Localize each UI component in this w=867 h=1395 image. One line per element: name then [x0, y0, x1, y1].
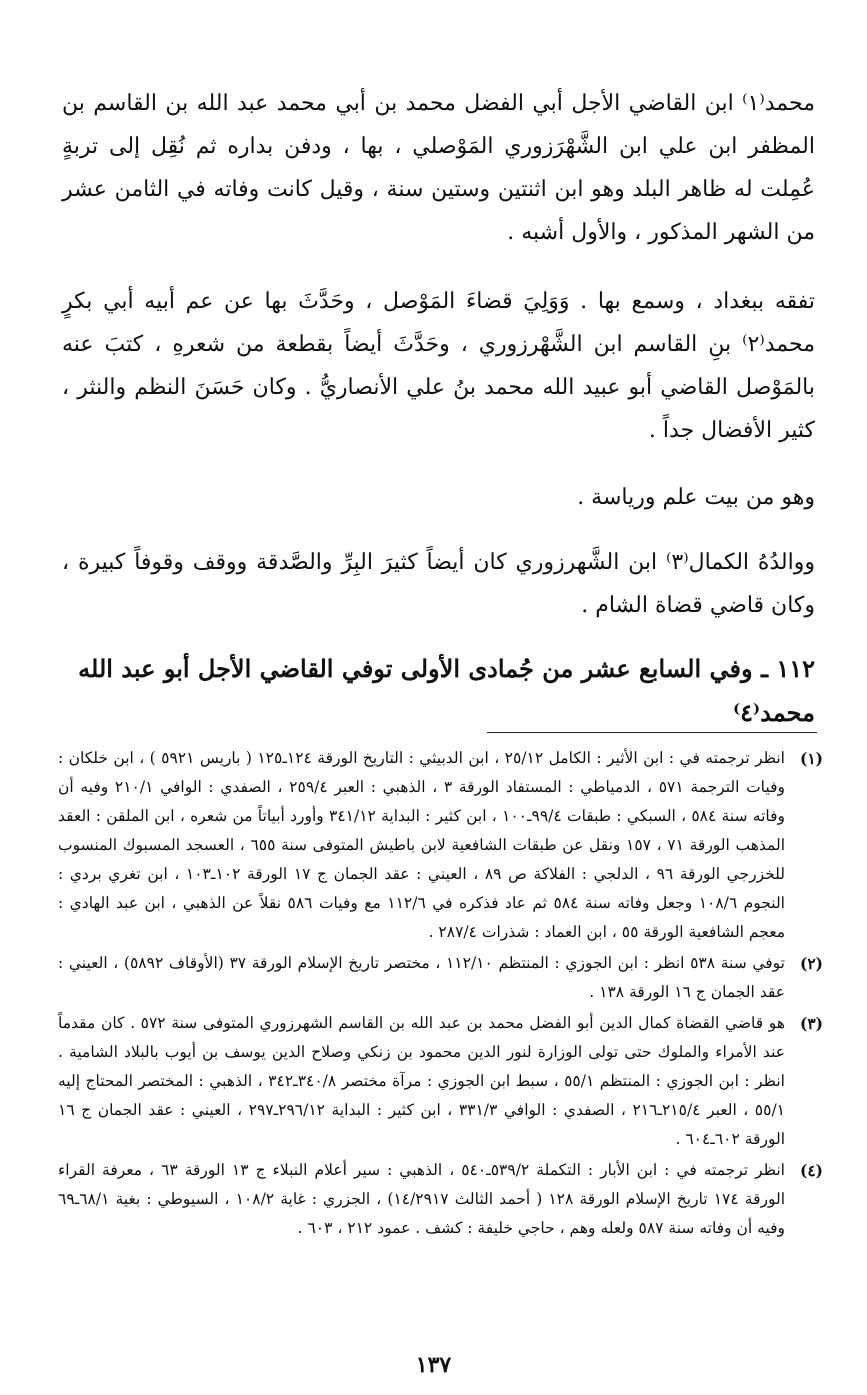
footnote-marker: (٤) [799, 1161, 823, 1180]
footnote-4 [58, 1156, 823, 1243]
footnote-marker: (٣) [799, 1014, 823, 1033]
footnote-text: انظر ترجمته في : ابن الأبار : التكملة ٥٣٩/٢ـ٥٤٠ ، الذهبي : سير أعلام النبلاء ج ١٣ الورقة ٦٣ ، معرفة القراء الورقة ١٧٤ تاريخ الإسلام الورقة ١٢٨ ( أحمد الثالث ١٤/٢٩١٧) ، الجزري : غاية ١٠٨/٢ ، السيوطي : بغية ٦٨/١ـ٦٩ وفيه أن وفاته سنة ٥٨٧ ولعله وهم ، حاجي خليفة : كشف . عمود ٢١٢ ، ٦٠٣ . [58, 1161, 786, 1237]
footnote-text: توفي سنة ٥٣٨ انظر : ابن الجوزي : المنتظم ١١٢/١٠ ، مختصر تاريخ الإسلام الورقة ٣٧ (الأوقاف ٥٨٩٢) ، العيني : عقد الجمان ج ١٦ الورقة ١٣٨ . [58, 954, 785, 1001]
footnotes [58, 744, 823, 1245]
footnote-text: هو قاضي القضاة كمال الدين أبو الفضل محمد بن عبد الله بن القاسم الشهرزوري المتوفى سنة ٥٧٢ . كان مقدماً عند الأمراء والملوك حتى تولى الوزارة لنور الدين محمود بن زنكي وصلاح الدين يوسف بن أيوب بالبلاد الشامية . انظر : ابن الجوزي : المنتظم ٥٥/١ ، سبط ابن الجوزي : مرآة مختصر ٣٤٠/٨ـ٣٤٢ ، الذهبي : المختصر المحتاج إليه ٥٥/١ ، العبر ٢١٥/٤ـ٢١٦ ، الصفدي : الوافي ٣٣١/٣ ، ابن كثير : البداية ٢٩٦/١٢ـ٢٩٧ ، العيني : عقد الجمان ج ١٦ الورقة ٦٠٢ـ٦٠٤ . [58, 1014, 785, 1148]
footnote-3 [58, 1009, 823, 1154]
paragraph-3: وهو من بيت علم ورياسة . [577, 485, 815, 510]
entry-heading: ١١٢ ـ وفي السابع عشر من جُمادى الأولى توفي القاضي الأجل أبو عبد الله محمد⁽٤⁾ [78, 654, 815, 727]
footnote-marker: (٢) [799, 954, 823, 973]
main-text [62, 82, 815, 735]
footnote-marker: (١) [799, 749, 823, 768]
footnote-2 [58, 949, 823, 1007]
paragraph-4: ووالدُهُ الكمال⁽٣⁾ ابن الشَّهرزوري كان أيضاً كثيرَ البِرِّ والصَّدقة ووقف وقوفاً كبيرة ، وكان قاضي قضاة الشام . [62, 550, 816, 618]
footnote-text: انظر ترجمته في : ابن الأثير : الكامل ٢٥/١٢ ، ابن الدبيثي : التاريخ الورقة ١٢٤ـ١٢٥ ( باريس ٥٩٢١ ) ، ابن خلكان : وفيات الترجمة ٥٧١ ، الدمياطي : المستفاد الورقة ٣ ، الذهبي : العبر ٢٥٩/٤ ، الصفدي : الوافي ٢١٠/١ وفيه أن وفاته سنة ٥٨٤ ، السبكي : طبقات ٩٩/٤ـ١٠٠ ، ابن كثير : البداية ٣٤١/١٢ وأورد أبياتاً من شعره ، ابن الملقن : العقد المذهب الورقة ٧١ ، ١٥٧ ونقل عن طبقات الشافعية لابن باطيش المتوفى سنة ٦٥٥ ، العسجد المسبوك المنسوب للخزرجي الورقة ٩٦ ، الدلجي : الفلاكة ص ٨٩ ، العيني : عقد الجمان ج ١٧ الورقة ١٠٢ـ١٠٣ ، ابن تغري بردي : النجوم ١٠٨/٦ وجعل وفاته سنة ٥٨٤ ثم عاد فذكره في ١١٢/٦ مع وفيات ٥٨٦ نقلاً عن الذهبي ، ابن عبد الهادي : معجم الشافعية الورقة ٥٥ ، ابن العماد : شذرات ٢٨٧/٤ . [58, 749, 786, 941]
page-number: ١٣٧ [415, 1352, 452, 1378]
footnote-1 [58, 744, 823, 947]
paragraph-2: تفقه ببغداد ، وسمع بها . وَوَلِيَ قضاءَ المَوْصل ، وحَدَّثَ بها عن عم أبيه أبي بكرٍ محمد⁽٢⁾ بنِ القاسم ابن الشَّهْرزوري ، وحَدَّثَ أيضاً بقطعة من شعرهِ ، كتبَ عنه بالمَوْصل القاضي أبو عبيد الله محمد بنُ علي الأنصاريُّ . وكان حَسَنَ النظم والنثر ، كثير الأفضال جداً . [62, 289, 815, 443]
footnote-divider [487, 732, 817, 733]
paragraph-1: محمد⁽١⁾ ابن القاضي الأجل أبي الفضل محمد بن أبي محمد عبد الله بن القاسم بن المظفر ابن علي ابن الشَّهْرَزوري المَوْصلي ، بها ، ودفن بداره ثم نُقِل إلى تربةٍ عُمِلت له ظاهر البلد وهو ابن اثنتين وستين سنة ، وقيل كانت وفاته في الثامن عشر من الشهر المذكور ، والأول أشبه . [62, 91, 815, 245]
